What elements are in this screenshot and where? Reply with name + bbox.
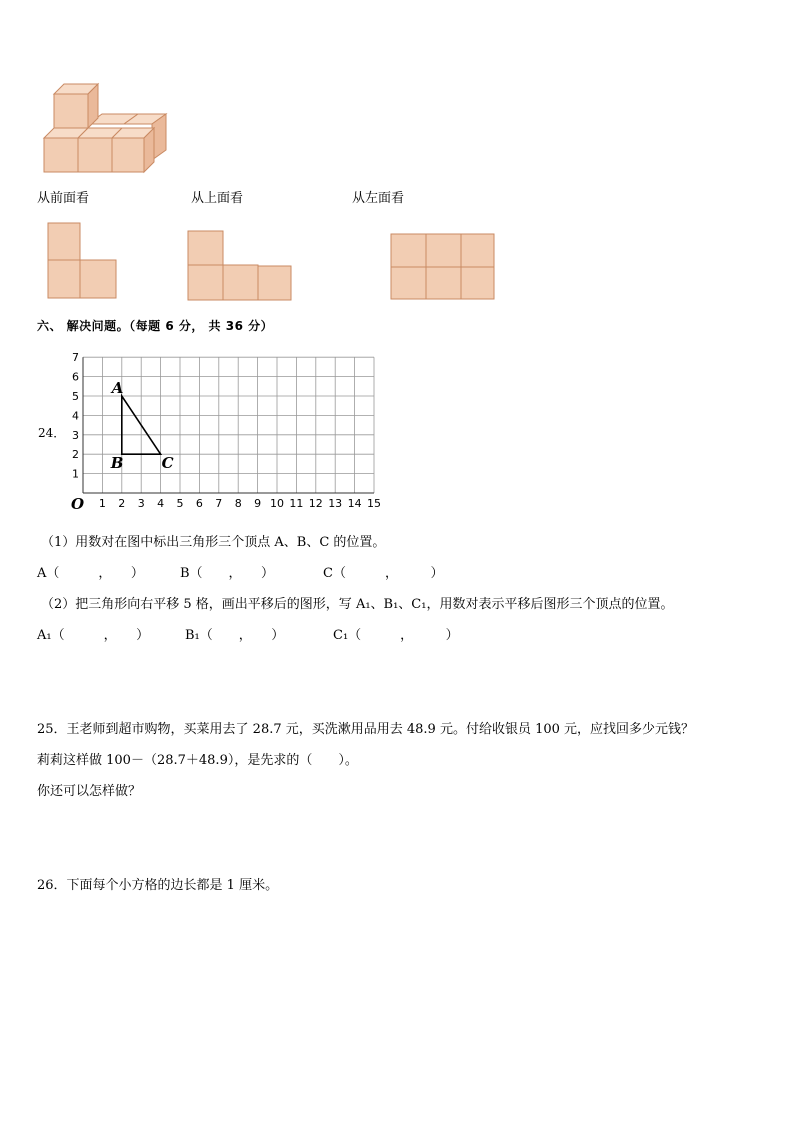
q24-answer-a: A（ ， ） xyxy=(37,566,144,581)
y-tick-label: 1 xyxy=(72,467,79,481)
origin-label: O xyxy=(71,495,85,513)
y-tick-label: 6 xyxy=(72,370,79,384)
q24-answer-c1: C₁（ ， ） xyxy=(333,628,459,643)
left-view-drawing xyxy=(390,233,496,301)
x-tick-label: 2 xyxy=(118,497,126,510)
label-left-view: 从左面看 xyxy=(352,191,405,206)
x-tick-label: 12 xyxy=(308,497,323,510)
q26-line1: 26．下面每个小方格的边长都是 1 厘米。 xyxy=(37,878,279,893)
x-tick-label: 14 xyxy=(347,497,362,510)
q24-number: 24． xyxy=(38,426,66,440)
x-tick-label: 6 xyxy=(195,497,203,510)
q24-answer-a1: A₁（ ， ） xyxy=(37,628,150,643)
cube-top xyxy=(54,84,98,128)
x-tick-label: 11 xyxy=(289,497,304,510)
x-tick-label: 3 xyxy=(137,497,145,510)
label-top-view: 从上面看 xyxy=(191,191,244,206)
x-tick-label: 15 xyxy=(367,497,381,510)
x-tick-label: 1 xyxy=(98,497,106,510)
x-tick-label: 10 xyxy=(270,497,284,510)
q24-part1: （1）用数对在图中标出三角形三个顶点 A、B、C 的位置。 xyxy=(41,535,386,550)
y-tick-label: 5 xyxy=(72,390,79,403)
y-tick-label: 2 xyxy=(72,448,79,462)
q25-line3: 你还可以怎样做？ xyxy=(37,784,142,799)
vertex-label-a: A xyxy=(111,379,124,397)
x-tick-label: 4 xyxy=(157,497,165,510)
x-tick-label: 9 xyxy=(254,497,262,510)
vertex-label-c: C xyxy=(161,454,174,473)
q24-part2: （2）把三角形向右平移 5 格，画出平移后的图形，写 A₁、B₁、C₁，用数对表示平移后图形三个顶点的位置。 xyxy=(41,597,674,612)
q24-answer-c: C（ ， ） xyxy=(323,566,444,581)
q25-line2: 莉莉这样做 100－（28.7＋48.9），是先求的（ ）。 xyxy=(37,753,358,768)
x-tick-label: 13 xyxy=(328,497,343,510)
x-tick-label: 5 xyxy=(176,497,184,510)
y-tick-label: 3 xyxy=(72,428,79,442)
vertex-label-b: B xyxy=(110,454,124,473)
y-tick-label: 4 xyxy=(72,409,79,423)
top-view-drawing xyxy=(187,230,295,302)
label-front-view: 从前面看 xyxy=(37,191,90,206)
section-heading: 六、 解决问题。（每题 6 分， 共 36 分） xyxy=(37,319,274,333)
cube-stack-figure xyxy=(40,80,180,180)
coordinate-grid xyxy=(60,348,400,516)
q24-answer-b: B（ ， ） xyxy=(180,566,275,581)
x-tick-label: 7 xyxy=(215,497,223,510)
x-tick-label: 8 xyxy=(234,497,242,510)
cube-front-row xyxy=(44,128,154,172)
q25-line1: 25．王老师到超市购物，买菜用去了 28.7 元，买洗漱用品用去 48.9 元。付给收银员 100 元，应找回多少元钱？ xyxy=(37,722,695,737)
y-tick-label: 7 xyxy=(72,351,79,365)
front-view-drawing xyxy=(47,222,119,300)
q24-answer-b1: B₁（ ， ） xyxy=(185,628,285,643)
